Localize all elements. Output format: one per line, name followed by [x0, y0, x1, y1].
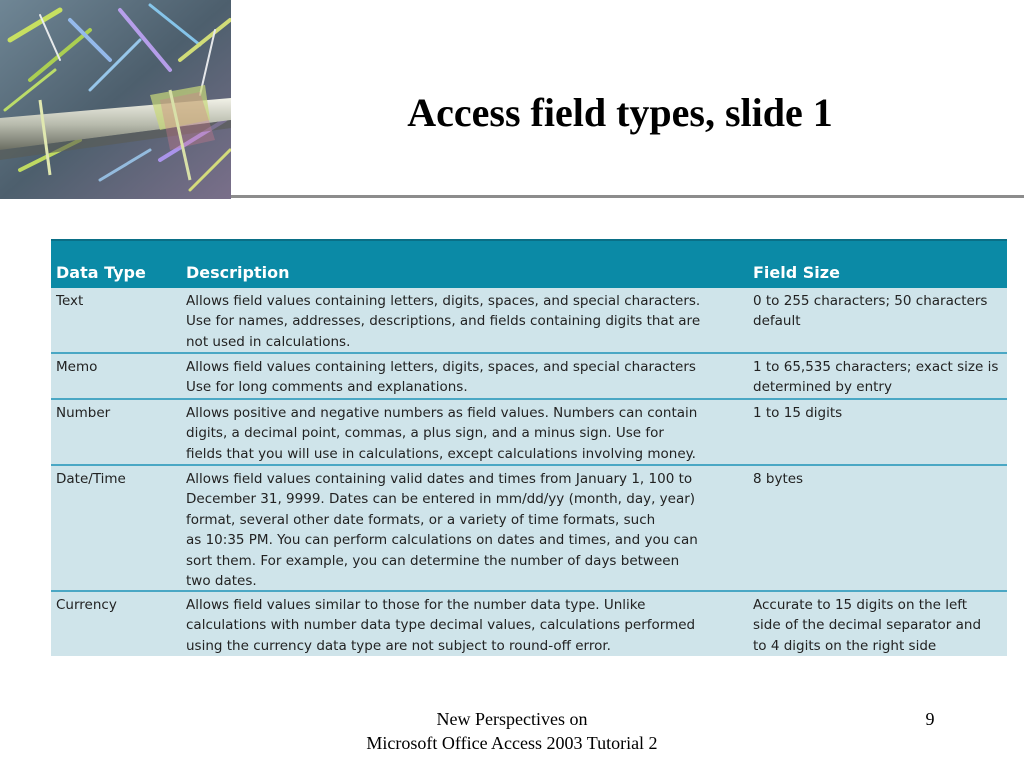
page-number: 9 [925, 709, 935, 729]
table-row [51, 464, 1007, 590]
cell-field-size: Accurate to 15 digits on the left side of the decimal separator and to 4 digits on the right side [753, 597, 982, 654]
cell-data-type: Date/Time [56, 471, 126, 487]
footer-line-2: Microsoft Office Access 2003 Tutorial 2 [366, 733, 658, 753]
cell-description: Allows field values containing letters, digits, spaces, and special characters Use for long comments and explanations. [186, 359, 696, 396]
decorative-photo [0, 0, 231, 199]
cell-data-type: Text [56, 293, 84, 309]
table-row [51, 352, 1007, 398]
header-data-type: Data Type [56, 263, 146, 282]
cell-field-size: 1 to 15 digits [753, 405, 843, 421]
cell-description: Allows positive and negative numbers as field values. Numbers can contain digits, a decimal point, commas, a plus sign, and a minus sign. Use for fields that you will use in calculations, except calculations involving money. [186, 405, 698, 462]
header-field-size: Field Size [753, 263, 840, 282]
field-types-table [51, 239, 1007, 656]
title-divider [231, 195, 1024, 198]
slide-footer [330, 707, 694, 755]
cell-field-size: 1 to 65,535 characters; exact size is determined by entry [753, 359, 999, 396]
cell-description: Allows field values containing valid dates and times from January 1, 100 to December 31, 9999. Dates can be entered in mm/dd/yy (month, day, year) format, several other date formats, or a variety of time formats, such as 10:35 PM. You can perform calculations on dates and times, and you can sort them. For example, you can determine the number of days between two dates. [186, 471, 698, 590]
table-row [51, 288, 1007, 352]
slide-title: Access field types, slide 1 [407, 90, 833, 135]
cell-field-size: 0 to 255 characters; 50 characters default [753, 293, 988, 330]
cell-field-size: 8 bytes [753, 471, 804, 487]
table-row [51, 590, 1007, 656]
cell-description: Allows field values similar to those for the number data type. Unlike calculations with number data type decimal values, calculations performed using the currency data type are not subject to round-off error. [186, 597, 696, 654]
cell-data-type: Currency [56, 597, 117, 613]
footer-line-1: New Perspectives on [436, 709, 588, 729]
table-row [51, 398, 1007, 464]
cell-description: Allows field values containing letters, digits, spaces, and special characters. Use for names, addresses, descriptions, and fields containing digits that are not used in calculations. [186, 293, 701, 350]
header-description: Description [186, 263, 290, 282]
light-streaks-image [0, 0, 231, 199]
cell-data-type: Number [56, 405, 111, 421]
table-header-row [51, 239, 1007, 288]
cell-data-type: Memo [56, 359, 98, 375]
